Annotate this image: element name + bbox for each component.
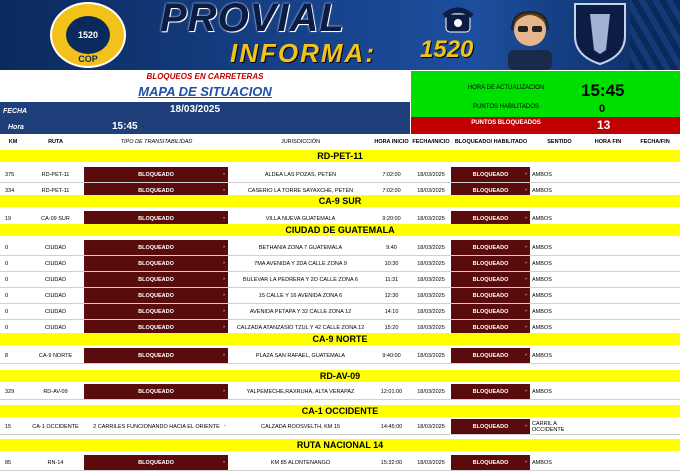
- cell-ruta-text: RD-AV-09: [43, 389, 68, 395]
- cell-fecha-inicio: [411, 455, 451, 471]
- cell-estado: [451, 304, 531, 320]
- cell-hora-inicio: [373, 455, 410, 471]
- cell-ruta: [28, 455, 83, 471]
- cell-fecha-inicio-text: 18/03/2025: [417, 172, 445, 178]
- cell-tipo: [84, 240, 229, 256]
- banner-subtitle: INFORMA:: [230, 38, 376, 68]
- cell-sentido: [532, 304, 587, 320]
- cell-jurisdiccion: [229, 348, 372, 364]
- table-row: [0, 272, 680, 288]
- cell-ruta-text: CA-09 SUR: [41, 216, 70, 222]
- cell-dash: -: [525, 276, 527, 282]
- table-row: [0, 167, 680, 183]
- cell-tipo-text: BLOQUEADO: [138, 261, 174, 267]
- cell-sentido-text: AMBOS: [532, 172, 552, 178]
- table-row: [0, 384, 680, 400]
- cell-jurisdiccion-text: ALDEA LAS POZAS, PETEN: [264, 172, 337, 178]
- cell-km-text: 0: [5, 325, 9, 331]
- cell-sentido-text: AMBOS: [532, 293, 552, 299]
- cell-estado-text: BLOQUEADO: [472, 309, 509, 315]
- cell-sentido: [532, 384, 587, 400]
- cell-jurisdiccion-text: CALZADA ATANZASIO TZUL Y 42 CALLE ZONA 12: [236, 325, 365, 331]
- cell-estado: [451, 455, 531, 471]
- section-header: CA-9 SUR: [0, 195, 680, 207]
- cell-ruta-text: CIUDAD: [44, 293, 67, 299]
- cell-jurisdiccion-text: YALPEMECHE,RAXRUHÁ, ALTA VERAPAZ: [246, 389, 355, 395]
- cell-km: [5, 167, 25, 183]
- cell-sentido: [532, 240, 587, 256]
- cell-km: [5, 272, 25, 288]
- hora-value: 15:45: [112, 121, 138, 132]
- cell-tipo-text: 2 CARRILES FUNCIONANDO HACIA EL ORIENTE: [93, 424, 220, 430]
- cell-dash: -: [223, 244, 225, 250]
- cell-sentido: [532, 419, 587, 435]
- cell-hora-inicio-text: 14:10: [384, 309, 399, 315]
- table-row: [0, 256, 680, 272]
- section-header: CIUDAD DE GUATEMALA: [0, 224, 680, 236]
- cell-ruta-text: CIUDAD: [44, 325, 67, 331]
- cell-jurisdiccion-text: KM 85 ALONTENANGO: [270, 460, 331, 466]
- cop-logo: [50, 2, 126, 68]
- section-header: RD-PET-11: [0, 150, 680, 162]
- phone-icon: [440, 4, 476, 36]
- cell-dash: -: [525, 423, 527, 429]
- cell-tipo-text: BLOQUEADO: [138, 245, 174, 251]
- cell-estado-text: BLOQUEADO: [472, 261, 509, 267]
- actualizacion-label: HORA DE ACTUALIZACION: [467, 85, 545, 91]
- cell-hora-inicio-text: 10:30: [384, 261, 399, 267]
- cell-sentido-text: AMBOS: [532, 245, 552, 251]
- cell-fecha-inicio-text: 18/03/2025: [417, 245, 445, 251]
- cell-hora-inicio-text: 11:31: [384, 277, 399, 283]
- col-km: KM: [8, 139, 18, 145]
- cell-tipo: [84, 348, 229, 364]
- cell-tipo-text: BLOQUEADO: [138, 460, 174, 466]
- cell-jurisdiccion: [229, 288, 372, 304]
- cell-estado-text: BLOQUEADO: [472, 245, 509, 251]
- cell-km: [5, 256, 25, 272]
- col-fecha-inicio: FECHA/INICIO: [412, 139, 450, 145]
- cell-jurisdiccion-text: AVENIDA PETAPA Y 32 CALLE ZONA 12: [249, 309, 352, 315]
- cell-hora-inicio: [373, 272, 410, 288]
- cell-sentido: [532, 167, 587, 183]
- cell-dash: -: [525, 388, 527, 394]
- cell-estado-text: BLOQUEADO: [472, 188, 509, 194]
- cell-dash: -: [525, 292, 527, 298]
- cell-fecha-inicio-text: 18/03/2025: [417, 216, 445, 222]
- col-fecha-fin: FECHA/FIN: [640, 139, 670, 145]
- banner-title: PROVIAL: [160, 0, 345, 40]
- cell-estado-text: BLOQUEADO: [472, 172, 509, 178]
- cell-fecha-inicio: [411, 384, 451, 400]
- cell-dash: -: [525, 260, 527, 266]
- cell-ruta-text: CIUDAD: [44, 309, 67, 315]
- cell-dash: -: [525, 215, 527, 221]
- logo-number: 1520: [66, 16, 110, 54]
- cell-estado: [451, 384, 531, 400]
- cell-km: [5, 240, 25, 256]
- table-row: [0, 419, 680, 435]
- cell-sentido: [532, 455, 587, 471]
- cell-fecha-inicio: [411, 240, 451, 256]
- hex-pattern: [630, 0, 680, 70]
- cell-fecha-inicio: [411, 167, 451, 183]
- table-row: [0, 304, 680, 320]
- provial-shield-icon: [570, 0, 630, 66]
- cell-hora-inicio: [373, 240, 410, 256]
- cell-estado-text: BLOQUEADO: [472, 424, 509, 430]
- cell-tipo-text: BLOQUEADO: [138, 309, 174, 315]
- cell-jurisdiccion: [229, 304, 372, 320]
- cell-ruta: [28, 167, 83, 183]
- cell-hora-inicio: [373, 288, 410, 304]
- col-tipo: TIPO DE TRANSITABILIDAD: [120, 139, 193, 145]
- cell-ruta-text: CIUDAD: [44, 245, 67, 251]
- cell-fecha-inicio-text: 18/03/2025: [417, 389, 445, 395]
- cell-dash: -: [223, 308, 225, 314]
- summary-green: [411, 71, 680, 117]
- cell-sentido-text: AMBOS: [532, 261, 552, 267]
- cell-jurisdiccion: [229, 167, 372, 183]
- section-header: CA-1 OCCIDENTE: [0, 405, 680, 417]
- cell-km-text: 0: [5, 293, 9, 299]
- cell-tipo: [84, 419, 229, 435]
- habilitados-value: 0: [599, 103, 606, 115]
- logo-cop: COP: [78, 54, 98, 64]
- cell-tipo-text: BLOQUEADO: [138, 277, 174, 283]
- cell-estado: [451, 348, 531, 364]
- cell-hora-inicio: [373, 304, 410, 320]
- cell-hora-inicio-text: 7:02:00: [382, 172, 401, 178]
- cell-km-text: 8: [5, 353, 9, 359]
- cell-ruta: [28, 419, 83, 435]
- cell-dash: -: [525, 352, 527, 358]
- cell-km-text: 19: [5, 216, 12, 222]
- section-header: CA-9 NORTE: [0, 333, 680, 345]
- cell-jurisdiccion: [229, 419, 372, 435]
- cell-dash: -: [223, 352, 225, 358]
- report-subtitle: BLOQUEOS EN CARRETERAS: [146, 72, 264, 81]
- cell-ruta: [28, 288, 83, 304]
- cell-dash: -: [223, 459, 225, 465]
- cell-estado-text: BLOQUEADO: [472, 389, 509, 395]
- cell-ruta-text: RD-PET-11: [41, 172, 70, 178]
- cell-jurisdiccion: [229, 455, 372, 471]
- cell-jurisdiccion-text: 7MA AVENIDA Y 2DA CALLE ZONA 9: [254, 261, 347, 267]
- cell-ruta: [28, 348, 83, 364]
- cell-sentido: [532, 348, 587, 364]
- hora-label: Hora: [8, 124, 24, 131]
- col-hora-fin: HORA FIN: [594, 139, 622, 145]
- cell-estado: [451, 272, 531, 288]
- banner: [0, 0, 680, 70]
- cell-estado-text: BLOQUEADO: [472, 293, 509, 299]
- cell-estado: [451, 240, 531, 256]
- cell-ruta: [28, 256, 83, 272]
- habilitados-label: PUNTOS HABILITADOS: [473, 104, 539, 110]
- cell-ruta-text: RN-14: [47, 460, 64, 466]
- cell-estado: [451, 419, 531, 435]
- bloqueados-label: PUNTOS BLOQUEADOS: [471, 120, 541, 126]
- cell-sentido-text: AMBOS: [532, 353, 552, 359]
- cell-km: [5, 304, 25, 320]
- cell-km-text: 329: [5, 389, 15, 395]
- cell-km-text: 0: [5, 245, 9, 251]
- cell-estado: [451, 167, 531, 183]
- table-row: [0, 348, 680, 364]
- cell-fecha-inicio: [411, 348, 451, 364]
- cell-km: [5, 288, 25, 304]
- cell-hora-inicio: [373, 384, 410, 400]
- cell-hora-inicio-text: 15:32:00: [380, 460, 403, 466]
- cell-hora-inicio: [373, 167, 410, 183]
- cell-estado: [451, 256, 531, 272]
- cell-jurisdiccion-text: BETHANIA ZONA 7 GUATEMALA: [258, 245, 343, 251]
- cell-km-text: 0: [5, 261, 9, 267]
- summary-red: [411, 117, 680, 134]
- cell-tipo-text: BLOQUEADO: [138, 216, 174, 222]
- section-header: RUTA NACIONAL 14: [0, 439, 680, 451]
- cell-km-text: 0: [5, 309, 9, 315]
- row-divider: [0, 434, 680, 435]
- col-jurisdiccion: JURISDICCIÓN: [280, 139, 321, 145]
- report-header: [0, 71, 410, 134]
- summary-panel: [411, 71, 680, 134]
- cell-sentido-text: AMBOS: [532, 309, 552, 315]
- row-divider: [0, 399, 680, 400]
- cell-fecha-inicio: [411, 419, 451, 435]
- cell-fecha-inicio-text: 18/03/2025: [417, 277, 445, 283]
- cell-fecha-inicio-text: 18/03/2025: [417, 325, 445, 331]
- fecha-label: FECHA: [3, 108, 28, 115]
- cell-km: [5, 384, 25, 400]
- cell-km: [5, 455, 25, 471]
- cell-tipo-text: BLOQUEADO: [138, 188, 174, 194]
- cell-tipo: [84, 167, 229, 183]
- cell-dash: -: [223, 187, 225, 193]
- cell-ruta: [28, 304, 83, 320]
- cell-sentido: [532, 272, 587, 288]
- cell-hora-inicio: [373, 419, 410, 435]
- cell-ruta-text: CA-1 OCCIDENTE: [32, 424, 79, 430]
- cell-sentido-text: CARRIL A OCCIDENTE: [532, 421, 565, 433]
- cell-fecha-inicio: [411, 288, 451, 304]
- cell-tipo-text: BLOQUEADO: [138, 293, 174, 299]
- cell-tipo: [84, 455, 229, 471]
- cell-jurisdiccion: [229, 384, 372, 400]
- cell-dash: -: [525, 244, 527, 250]
- actualizacion-value: 15:45: [581, 81, 625, 100]
- cell-ruta-text: CIUDAD: [44, 277, 67, 283]
- cell-jurisdiccion-text: CASERIO LA TORRE SAYAXCHE, PETEN: [247, 188, 354, 194]
- cell-sentido: [532, 288, 587, 304]
- cell-sentido-text: AMBOS: [532, 389, 552, 395]
- cell-dash: -: [224, 423, 226, 429]
- cell-dash: -: [525, 308, 527, 314]
- cell-estado: [451, 288, 531, 304]
- cell-sentido-text: AMBOS: [532, 460, 552, 466]
- cell-tipo: [84, 256, 229, 272]
- table-row: [0, 240, 680, 256]
- cell-dash: -: [525, 171, 527, 177]
- cell-hora-inicio: [373, 348, 410, 364]
- cell-fecha-inicio: [411, 304, 451, 320]
- cell-ruta: [28, 384, 83, 400]
- cell-hora-inicio-text: 14:45:00: [380, 424, 403, 430]
- cell-km-text: 85: [5, 460, 12, 466]
- cell-hora-inicio-text: 9:20:00: [382, 216, 401, 222]
- cell-hora-inicio-text: 7:02:00: [382, 188, 401, 194]
- cell-km: [5, 419, 25, 435]
- cell-tipo-text: BLOQUEADO: [138, 325, 174, 331]
- cell-tipo: [84, 272, 229, 288]
- cell-jurisdiccion: [229, 256, 372, 272]
- cell-jurisdiccion-text: 15 CALLE Y 16 AVENIDA ZONA 6: [258, 293, 343, 299]
- cell-ruta-text: CIUDAD: [44, 261, 67, 267]
- agent-illustration-icon: [500, 2, 560, 70]
- col-hora-inicio: HORA INICIO: [374, 139, 409, 145]
- cell-fecha-inicio-text: 18/03/2025: [417, 261, 445, 267]
- cell-tipo: [84, 384, 229, 400]
- cell-fecha-inicio-text: 18/03/2025: [417, 353, 445, 359]
- cell-jurisdiccion-text: VILLA NUEVA GUATEMALA: [265, 216, 336, 222]
- col-ruta: RUTA: [48, 139, 63, 145]
- cell-km-text: 375: [5, 172, 15, 178]
- cell-jurisdiccion-text: BULEVAR LA PEDRERA Y 2O CALLE ZONA 6: [243, 277, 358, 283]
- report-title: MAPA DE SITUACION: [138, 84, 272, 99]
- cell-dash: -: [223, 171, 225, 177]
- cell-hora-inicio-text: 9:40: [386, 245, 397, 251]
- cell-jurisdiccion: [229, 240, 372, 256]
- cell-sentido-text: AMBOS: [532, 325, 552, 331]
- cell-dash: -: [525, 187, 527, 193]
- cell-ruta: [28, 272, 83, 288]
- fecha-value: 18/03/2025: [170, 104, 221, 115]
- cell-tipo-text: BLOQUEADO: [138, 353, 174, 359]
- cell-hora-inicio-text: 12:30: [384, 293, 399, 299]
- cell-estado-text: BLOQUEADO: [472, 460, 509, 466]
- cell-sentido-text: AMBOS: [532, 277, 552, 283]
- cell-tipo-text: BLOQUEADO: [138, 389, 174, 395]
- date-time-bar: [0, 102, 410, 134]
- cell-jurisdiccion-text: CALZADA ROOSVELTH, KM 15: [260, 424, 341, 430]
- cell-estado-text: BLOQUEADO: [472, 216, 509, 222]
- cell-sentido-text: AMBOS: [532, 188, 552, 194]
- cell-estado-text: BLOQUEADO: [472, 353, 509, 359]
- cell-km: [5, 348, 25, 364]
- table-row: [0, 455, 680, 471]
- cell-dash: -: [223, 276, 225, 282]
- cell-sentido: [532, 256, 587, 272]
- cell-ruta-text: RD-PET-11: [41, 188, 70, 194]
- cell-dash: -: [525, 324, 527, 330]
- cell-dash: -: [223, 215, 225, 221]
- cell-ruta-text: CA-9 NORTE: [38, 353, 73, 359]
- cell-hora-inicio-text: 9:40:00: [382, 353, 401, 359]
- cell-fecha-inicio-text: 18/03/2025: [417, 188, 445, 194]
- col-sentido: SENTIDO: [547, 139, 572, 145]
- cell-dash: -: [223, 388, 225, 394]
- cell-fecha-inicio: [411, 256, 451, 272]
- cell-dash: -: [223, 324, 225, 330]
- cell-tipo-text: BLOQUEADO: [138, 172, 174, 178]
- cell-fecha-inicio-text: 18/03/2025: [417, 424, 445, 430]
- section-header: RD-AV-09: [0, 370, 680, 382]
- cell-tipo: [84, 288, 229, 304]
- cell-hora-inicio-text: 15:20: [384, 325, 399, 331]
- cell-ruta: [28, 240, 83, 256]
- cell-dash: -: [223, 292, 225, 298]
- table-row: [0, 288, 680, 304]
- cell-fecha-inicio-text: 18/03/2025: [417, 293, 445, 299]
- cell-tipo: [84, 304, 229, 320]
- cell-km-text: 0: [5, 277, 9, 283]
- cell-km-text: 15: [5, 424, 12, 430]
- cell-sentido-text: AMBOS: [532, 216, 552, 222]
- column-header: [0, 135, 680, 149]
- cell-fecha-inicio-text: 18/03/2025: [417, 309, 445, 315]
- row-divider: [0, 363, 680, 364]
- cell-estado-text: BLOQUEADO: [472, 325, 509, 331]
- cell-fecha-inicio-text: 18/03/2025: [417, 460, 445, 466]
- cell-km-text: 334: [5, 188, 15, 194]
- cell-dash: -: [525, 459, 527, 465]
- cell-hora-inicio: [373, 256, 410, 272]
- cell-jurisdiccion-text: PLAZA SAN RAFAEL, GUATEMALA: [255, 353, 346, 359]
- bloqueados-value: 13: [597, 118, 611, 132]
- cell-estado-text: BLOQUEADO: [472, 277, 509, 283]
- cell-hora-inicio-text: 12:01:00: [380, 389, 403, 395]
- cell-dash: -: [223, 260, 225, 266]
- cell-fecha-inicio: [411, 272, 451, 288]
- banner-number: 1520: [420, 36, 474, 63]
- cell-jurisdiccion: [229, 272, 372, 288]
- col-estado: BLOQUEADO/ HABILITADO: [454, 139, 528, 145]
